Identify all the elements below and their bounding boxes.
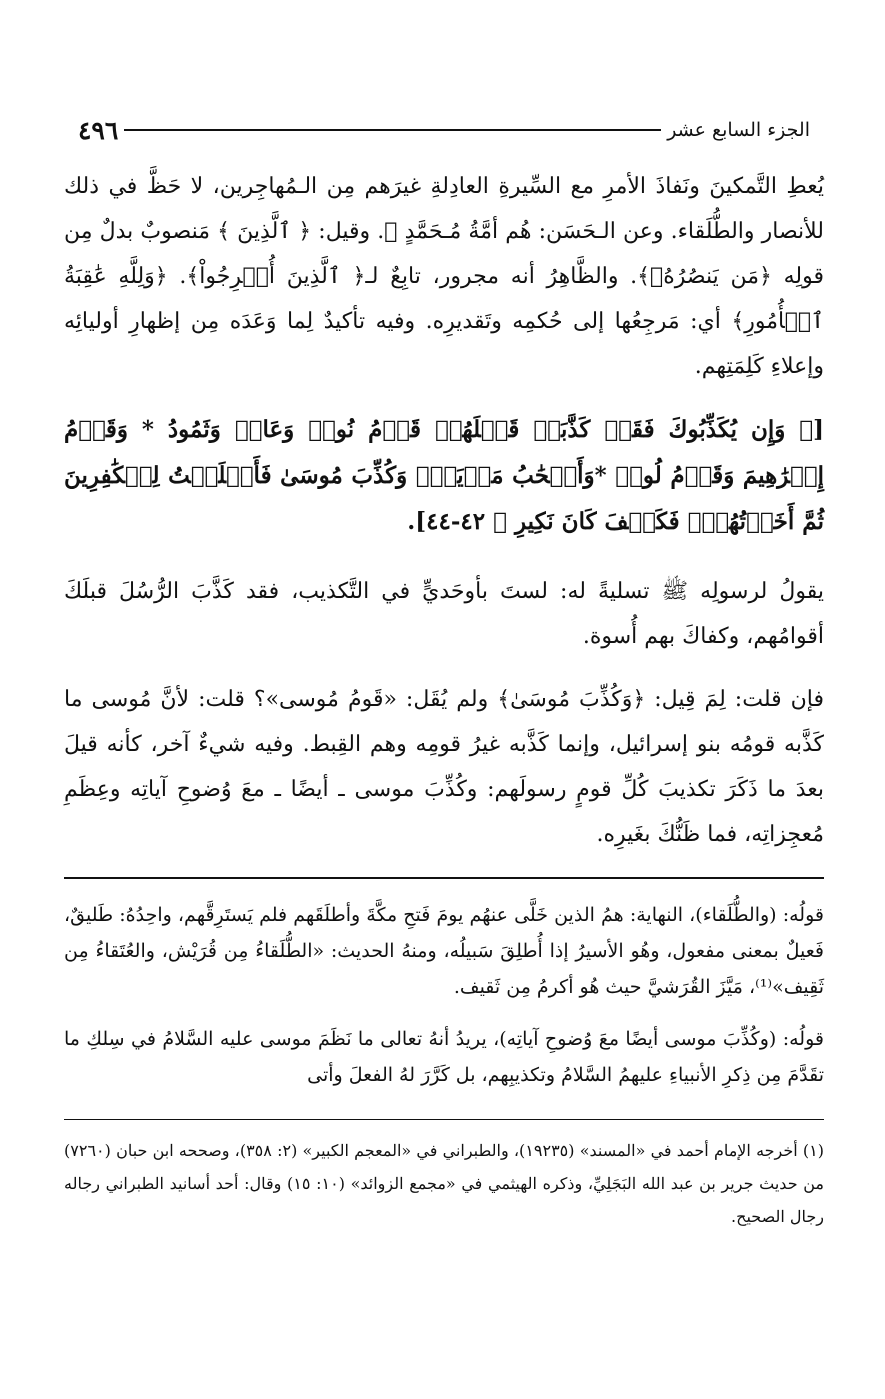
quran-verse-block: [﴿ وَإِن يُكَذِّبُوكَ فَقَدۡ كَذَّبَتۡ قَبۡلَهُمۡ قَوۡمُ نُوحٖ وَعَادٞ وَثَمُودُ * وَقَوۡمُ إِبۡرَٰهِيمَ وَقَوۡمُ لُوطٖ *وَأَصۡحَٰبُ مَدۡيَنَۖ وَكُذِّبَ مُوسَىٰ فَأَمۡلَيۡتُ لِلۡكَٰفِرِينَ ثُمَّ أَخَذۡتُهُمۡۖ فَكَيۡفَ كَانَ نَكِيرِ ﴾ ٤٢-٤٤]. [64, 416, 824, 535]
page-number: ٤٩٦ [78, 115, 119, 145]
commentary-paragraph: قولُه: (والطُّلَقاء)، النهاية: همُ الذين خَلَّى عنهُم يومَ فَتحِ مكَّةَ وأطلَقَهم فلم يَستَرِقَّهم، واحِدُهُ: طَليقٌ، فَعيلٌ بمعنى مفعول، وهُو الأسيرُ إذا أُطلِقَ سَبيلُه، ومنهُ الحديث: «الطُّلَقاءُ مِن قُرَيْش، والعُتَقاءُ مِن ثَقِيف»⁽¹⁾، مَيَّزَ القُرَشيَّ حيث هُو أكرمُ مِن ثَقيف. [64, 904, 824, 998]
footnote: (١) أخرجه الإمام أحمد في «المسند» (١٩٢٣٥)، والطبراني في «المعجم الكبير» (٢: ٣٥٨)، وصححه ابن حبان (٧٢٦٠) من حديث جرير بن عبد الله البَجَلِيِّ، وذكره الهيثمي في «مجمع الزوائد» (١٠: ١٥) وقال: أحد أسانيد الطبراني رجاله رجال الصحيح. [64, 1141, 825, 1226]
header-rule [124, 129, 661, 131]
body-paragraph: يقولُ لرسولِه ﷺ تسليةً له: لستَ بأوحَديٍّ في التَّكذيب، فقد كَذَّبَ الرُّسُلَ قبلَكَ أقوامُهم، وكفاكَ بهم أُسوة. [64, 579, 824, 649]
notes-divider [64, 877, 824, 879]
commentary-notes [64, 897, 824, 1093]
body-paragraph: يُعطِ التَّمكينَ ونَفاذَ الأمرِ مع السِّيرةِ العادِلةِ غيرَهم مِن الـمُهاجِرين، لا حَظَّ في ذلك للأنصار والطُّلَقاء. وعن الـحَسَن: هُم أمَّةُ مُـحَمَّدٍ ﷺ. وقيل: ﴿ ٱلَّذِينَ ﴾ مَنصوبٌ بدلٌ مِن قولِه ﴿مَن يَنصُرُهُۥ﴾. والظَّاهِرُ أنه مجرور، تابِعٌ لـ﴿ ٱلَّذِينَ أُخۡرِجُواْ﴾. ﴿وَلِلَّهِ عَٰقِبَةُ ٱلۡأُمُورِ﴾ أي: مَرجِعُها إلى حُكمِه وتَقديرِه. وفيه تأكيدٌ لِما وَعَدَه مِن إظهارِ أوليائِه وإعلاءِ كَلِمَتِهم. [64, 174, 824, 379]
footnotes-divider [64, 1119, 824, 1120]
running-header [64, 108, 824, 152]
main-text [64, 164, 824, 857]
commentary-paragraph: قولُه: (وكُذِّبَ موسى أيضًا معَ وُضوحِ آياتِه)، يريدُ أنهُ تعالى ما نَظَمَ موسى عليه السَّلامُ في سِلكِ ما تقَدَّمَ مِن ذِكرِ الأنبياءِ عليهمُ السَّلامُ وتكذيبِهم، بل كَرَّرَ لهُ الفعلَ وأتى [64, 1028, 824, 1086]
body-paragraph: فإن قلت: لِمَ قِيل: ﴿وَكُذِّبَ مُوسَىٰ﴾ ولم يُقَل: «قَومُ مُوسى»؟ قلت: لأنَّ مُوسى ما كَذَّبه قومُه بنو إسرائيل، وإنما كَذَّبه غيرُ قومِه وهم القِبط. وفيه شيءٌ آخر، كأنه قيلَ بعدَ ما ذَكَرَ تكذيبَ كُلِّ قومٍ رسولَهم: وكُذِّبَ موسى ـ أيضًا ـ معَ وُضوحِ آياتِه وعِظَمِ مُعجِزاتِه، فما ظَنُّكَ بغَيرِه. [64, 687, 824, 847]
book-page [64, 108, 824, 1378]
part-title: الجزء السابع عشر [667, 119, 810, 141]
footnotes [64, 1134, 824, 1233]
